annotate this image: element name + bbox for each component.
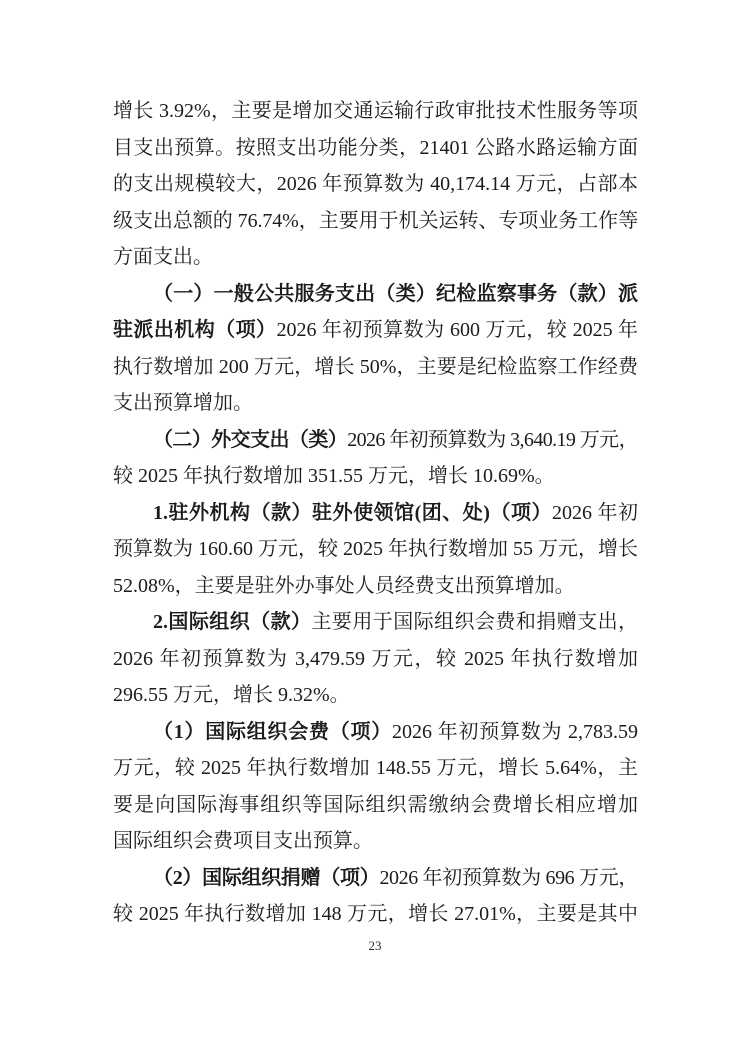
text-line [113,823,638,860]
paragraph [113,422,638,495]
body-text: 2026 年初预算数为 696 万元， [379,866,638,889]
text-line [113,604,638,641]
text-line [113,166,638,203]
body-text: 较 2025 年执行数增加 351.55 万元，增长 10.69%。 [113,465,555,487]
body-text: 2026 年初预算数为 2,783.59 [392,720,638,743]
text-line [113,787,638,824]
body-text: 2026 年初预算数为 3,479.59 万元，较 2025 年执行数增加 [113,647,638,670]
body-text: 2026 年初 [551,501,638,524]
text-line [113,531,638,568]
body-text: 目支出预算。按照支出功能分类，21401 公路水路运输方面 [113,136,638,159]
text-line [113,349,638,386]
text-line [113,312,638,349]
body-text: 较 2025 年执行数增加 148 万元，增长 27.01%，主要是其中 [113,903,638,925]
body-text: 级支出总额的 76.74%，主要用于机关运转、专项业务工作等 [113,209,638,232]
text-line [113,385,638,422]
body-text: 主要用于国际组织会费和捐赠支出， [311,611,639,633]
heading-text: （二）外交支出（类） [153,428,348,451]
text-line [113,239,638,276]
paragraph [113,604,638,714]
body-text: 2026 年初预算数为 3,640.19 万元， [347,428,638,451]
body-text: 方面支出。 [113,246,213,268]
text-line [113,93,638,130]
heading-text: 2.国际组织（款） [153,611,312,633]
text-line [113,714,638,751]
text-line [113,750,638,787]
body-text: 预算数为 160.60 万元，较 2025 年执行数增加 55 万元，增长 [113,538,638,560]
text-line [113,422,638,459]
body-text: 国际组织会费项目支出预算。 [113,830,373,852]
paragraph [113,495,638,605]
body-text: 万元，较 2025 年执行数增加 148.55 万元，增长 5.64%，主 [113,757,638,779]
body-text: 的支出规模较大，2026 年预算数为 40,174.14 万元，占部本 [113,173,638,195]
paragraph [113,714,638,860]
heading-text: 1.驻外机构（款）驻外使领馆(团、处)（项） [153,501,552,524]
text-line [113,568,638,605]
document-body [113,93,638,933]
paragraph [113,860,638,933]
body-text: 2026 年初预算数为 600 万元，较 2025 年 [276,319,639,341]
text-line [113,458,638,495]
text-line [113,276,638,313]
heading-text: （一）一般公共服务支出（类）纪检监察事务（款）派 [153,282,638,305]
body-text: 执行数增加 200 万元，增长 50%，主要是纪检监察工作经费 [113,355,638,378]
text-line [113,495,638,532]
text-line [113,130,638,167]
text-line [113,896,638,933]
body-text: 要是向国际海事组织等国际组织需缴纳会费增长相应增加 [113,793,638,816]
heading-text: （2）国际组织捐赠（项） [153,866,380,889]
page-number: 23 [368,938,382,953]
text-line [113,677,638,714]
text-line [113,203,638,240]
heading-text: （1）国际组织会费（项） [153,720,392,743]
body-text: 52.08%，主要是驻外办事处人员经费支出预算增加。 [113,574,575,597]
text-line [113,641,638,678]
heading-text: 驻派出机构（项） [113,319,277,341]
body-text: 296.55 万元，增长 9.32%。 [113,684,350,706]
body-text: 支出预算增加。 [113,392,253,414]
paragraph [113,276,638,422]
body-text: 增长 3.92%，主要是增加交通运输行政审批技术性服务等项 [113,100,638,122]
text-line [113,860,638,897]
paragraph [113,93,638,276]
